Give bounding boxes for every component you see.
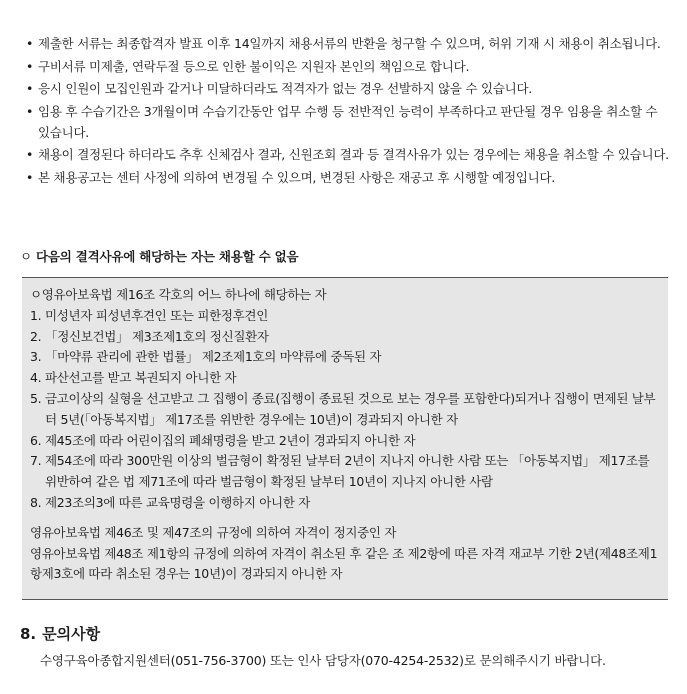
disqualification-item: 1. 미성년자 피성년후견인 또는 피한정후견인 — [30, 307, 268, 323]
spacer — [30, 514, 660, 523]
circle-marker-icon: ㅇ — [20, 249, 32, 264]
note-item: • 본 채용공고는 센터 사정에 의하여 변경될 수 있으며, 변경된 사항은 재공고 후 시행할 예정입니다. — [26, 167, 671, 188]
disqualification-item: 6. 제45조에 따라 어린이집의 폐쇄명령을 받고 2년이 경과되지 아니한 자 — [30, 432, 416, 448]
disqualification-heading: ㅇ 다음의 결격사유에 해당하는 자는 채용할 수 없음 — [20, 249, 299, 264]
bullet-icon: • — [26, 58, 34, 74]
note-item: • 구비서류 미제출, 연락두절 등으로 인한 불이익은 지원자 본인의 책임으로 합니다. — [26, 56, 671, 77]
disqualification-item: 4. 파산선고를 받고 복권되지 아니한 자 — [30, 370, 237, 386]
disqualification-item: 2. 「정신보건법」 제3조제1호의 정신질환자 — [30, 328, 269, 344]
bullet-icon: • — [26, 147, 34, 162]
bullet-icon: • — [26, 169, 34, 185]
disqualification-item: 7. 제54조에 따라 300만원 이상의 벌금형이 확정된 날부터 2년이 지나지 아니한 사람 또는 「아동복지법」 제17조를 위반하여 같은 법 제71조에 따라 벌금형이 확정된 날부터 10년이 지나지 아니한 사람 — [30, 453, 650, 490]
note-item: • 제출한 서류는 최종합격자 발표 이후 14일까지 채용서류의 반환을 청구할 수 있으며, 허위 기재 시 채용이 취소됩니다. — [26, 33, 671, 54]
disqualification-extra-1: 영유아보육법 제46조 및 제47조의 규정에 의하여 자격이 정지중인 자 — [30, 524, 397, 540]
bullet-icon: • — [26, 36, 34, 51]
note-item: • 응시 인원이 모집인원과 같거나 미달하더라도 적격자가 없는 경우 선발하지 않을 수 있습니다. — [26, 78, 671, 99]
contact-text: 수영구육아종합지원센터(051-756-3700) 또는 인사 담당자(070-4254-2532)로 문의해주시기 바랍니다. — [40, 653, 606, 668]
note-item: • 임용 후 수습기간은 3개월이며 수습기간동안 업무 수행 등 전반적인 능력이 부족하다고 판단될 경우 임용을 취소할 수 있습니다. — [26, 101, 671, 143]
disqualification-extra-2: 영유아보육법 제48조 제1항의 규정에 의하여 자격이 취소된 후 같은 조 제2항에 따른 자격 재교부 기한 2년(제48조제1항제3호에 따라 취소된 경우는 10년)이 경과되지 아니한 자 — [30, 545, 658, 582]
disqualification-item: 5. 금고이상의 실형을 선고받고 그 집행이 종료(집행이 종료된 것으로 보는 경우를 포함한다)되거나 집행이 면제된 날부터 5년(「아동복지법」 제17조를 위반한 경우에는 10년)이 경과되지 아니한 자 — [30, 390, 656, 427]
note-item: • 채용이 결정된다 하더라도 추후 신체검사 결과, 신원조회 결과 등 결격사유가 있는 경우에는 채용을 취소할 수 있습니다. — [26, 144, 671, 165]
disqualification-item: 3. 「마약류 관리에 관한 법률」 제2조제1호의 마약류에 중독된 자 — [30, 349, 382, 365]
disqualification-box — [22, 277, 668, 600]
bullet-icon: • — [26, 81, 34, 96]
application-notes — [26, 33, 671, 189]
contact-heading: 8. 문의사항 — [20, 625, 101, 643]
bullet-icon: • — [26, 103, 34, 119]
disqualification-item: 8. 제23조의3에 따른 교육명령을 이행하지 아니한 자 — [30, 494, 311, 510]
disqualification-intro: ㅇ영유아보육법 제16조 각호의 어느 하나에 해당하는 자 — [30, 287, 327, 302]
